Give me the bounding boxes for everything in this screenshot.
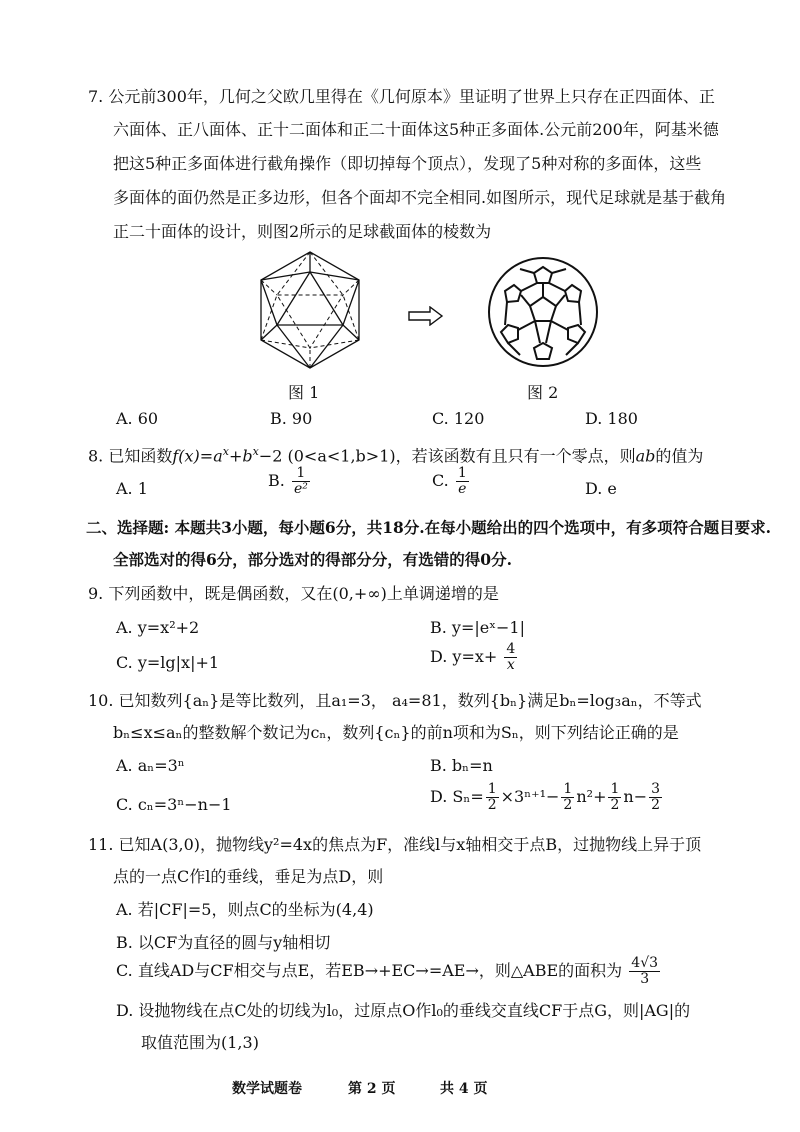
q7-line-1: 7. 公元前300年，几何之父欧几里得在《几何原本》里证明了世界上只存在正四面体、正 <box>88 87 715 106</box>
q10-line-1: 10. 已知数列{aₙ}是等比数列，且a₁=3， a₄=81，数列{bₙ}满足bₙ=log₃aₙ，不等式 <box>88 691 702 710</box>
q9-stem: 9. 下列函数中，既是偶函数，又在(0,+∞)上单调递增的是 <box>88 584 499 603</box>
q7-option-b: B. 90 <box>270 409 313 428</box>
q7-option-c: C. 120 <box>432 409 485 428</box>
q11-line-2: 点的一点C作l的垂线，垂足为点D，则 <box>113 867 384 886</box>
q10-option-c: C. cₙ=3ⁿ−n−1 <box>116 795 232 814</box>
icosahedron-figure <box>255 250 365 370</box>
q10-option-b: B. bₙ=n <box>430 756 493 775</box>
q11-line-1: 11. 已知A(3,0)，抛物线y²=4x的焦点为F，准线l与x轴相交于点B，过抛物线上异于顶 <box>88 835 702 854</box>
q10-option-a: A. aₙ=3ⁿ <box>116 756 185 775</box>
footer-title: 数学试题卷 <box>232 1081 302 1097</box>
q8-option-d: D. e <box>585 479 617 498</box>
q7-line-3: 把这5种正多面体进行截角操作（即切掉每个顶点），发现了5种对称的多面体，这些 <box>113 154 702 173</box>
q11-option-b: B. 以CF为直径的圆与y轴相切 <box>116 933 331 952</box>
q7-line-5: 正二十面体的设计，则图2所示的足球截面体的棱数为 <box>113 222 492 241</box>
q8-option-b: B. $\frac{1}{\text{e²}}$ <box>268 465 308 497</box>
q9-option-a: A. y=x²+2 <box>116 618 200 637</box>
q11-option-a: A. 若|CF|=5，则点C的坐标为(4,4) <box>116 900 374 919</box>
q8-option-a: A. 1 <box>116 479 148 498</box>
q11-option-c: C. 直线AD与CF相交与点E，若EB→+EC→=AE→，则△ABE的面积为 $\frac{4√3}{3}$ <box>116 955 659 987</box>
q10-option-d: D. Sₙ= $\frac{1}{2}$ ×3ⁿ⁺¹− $\frac{1}{2}$ n²+ $\frac{1}{2}$ n− $\frac{3}{2}$ <box>430 781 661 813</box>
q7-line-4: 多面体的面仍然是正多边形，但各个面却不完全相同.如图所示，现代足球就是基于截角 <box>113 188 727 207</box>
q7-option-a: A. 60 <box>116 409 159 428</box>
section-2-header-line-2: 全部选对的得6分，部分选对的得部分分，有选错的得0分. <box>113 550 512 569</box>
q8-stem: 8. 已知函数$f(x)=a^x+b^x-2$ (0<a<1,b>1)，若该函数有且只有一个零点，则ab的值为 <box>88 445 704 466</box>
q8-option-c: C. $\frac{1}{e}$ <box>432 465 467 497</box>
q9-option-d: D. y=x+ $\frac{4}{x}$ <box>430 641 516 673</box>
figure-2-caption: 图 2 <box>527 383 559 402</box>
q7-option-d: D. 180 <box>585 409 638 428</box>
q7-line-2: 六面体、正八面体、正十二面体和正二十面体这5种正多面体.公元前200年，阿基米德 <box>113 120 719 139</box>
footer-page: 第 2 页 <box>348 1081 396 1097</box>
q9-option-c: C. y=lg|x|+1 <box>116 653 220 672</box>
figure-1-caption: 图 1 <box>288 383 320 402</box>
q11-option-d-line-1: D. 设抛物线在点C处的切线为l₀，过原点O作l₀的垂线交直线CF于点G，则|AG|的 <box>116 1001 691 1020</box>
right-arrow-icon <box>408 306 444 326</box>
q11-option-d-line-2: 取值范围为(1,3) <box>141 1033 259 1052</box>
q9-option-b: B. y=|eˣ−1| <box>430 618 525 637</box>
soccer-ball-figure <box>486 255 600 369</box>
section-2-header-line-1: 二、选择题: 本题共3小题，每小题6分，共18分.在每小题给出的四个选项中，有多项符合题目要求. <box>86 518 772 537</box>
footer-total: 共 4 页 <box>440 1081 488 1097</box>
q10-line-2: bₙ≤x≤aₙ的整数解个数记为cₙ，数列{cₙ}的前n项和为Sₙ，则下列结论正确的是 <box>113 723 679 742</box>
